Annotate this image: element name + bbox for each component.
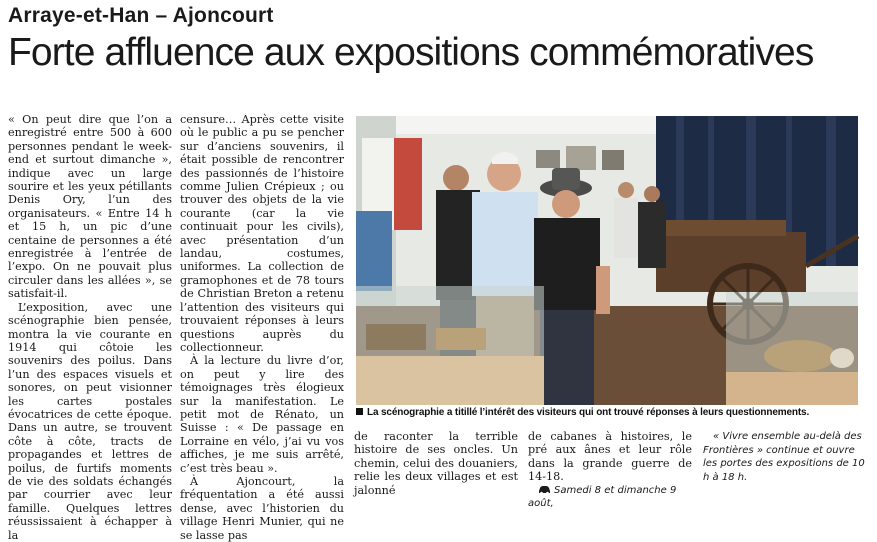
article-column-3 [354,430,518,497]
article-column-1 [8,113,172,542]
exhibition-scene-image [356,116,858,405]
article-column-5 [703,430,869,484]
paragraph: de raconter la terrible histoire de ses oncles. Un chemin, celui des douaniers, relie les deux villages et est jalonné [354,430,518,497]
paragraph: À la lecture du livre d’or, on peut y lire des témoignages très élogieux sur la manifestation. Le petit mot de Rénato, un Suisse : « De passage en Lorraine en vélo, j’ai vu vos affiches, je me suis arrêté, c’est très beau ». [180,354,344,475]
paragraph: L’exposition, avec une scénographie bien pensée, montra la vie courante en 1914 qui côtoie les souvenirs des poilus. Dans l’un des espaces visuels et sonores, on peut visionner les cartes postales évocatrices de cette époque. Dans un autre, se trouvent côte à côte, tracts de propagandes et lettres de poilus, de furtifs moments de vie des soldats échangés par courrier avec leur famille. Quelques lettres réussissaient à échapper à la [8,300,172,542]
caption-text: La scénographie a titillé l’intérêt des visiteurs qui ont trouvé réponses à leurs questionnements. [367,407,810,418]
paragraph: censure… Après cette visite où le public a pu se pencher sur d’anciens souvenirs, il était possible de rencontrer des passionnés de l’histoire comme Julien Crépieux ; ou trouver des objets de la vie courante (car la vie continuait pour les civils), avec présentation d’un landau, costumes, uniformes. La collection de gramophones et de 78 tours de Christian Breton a retenu l’attention des visiteurs qui trouvaient réponses à leurs questions auprès du collectionneur. [180,113,344,354]
event-dates: Samedi 8 et dimanche 9 août, [528,484,677,509]
paragraph: À Ajoncourt, la fréquentation a été aussi dense, avec l’historien du village Henri Munier, qui ne se lasse pas [180,474,344,542]
square-bullet-icon [356,408,363,415]
event-info [528,484,692,510]
article-column-2 [180,113,344,542]
photo-caption [356,406,871,419]
article-column-4 [528,430,692,510]
paragraph: « On peut dire que l’on a enregistré entre 500 à 600 personnes pendant le week-end et surtout dimanche », indique avec un large sourire et les yeux pétillants Denis Ory, l’un des organisateurs. « Entre 14 h et 15 h, un pic d’une centaine de personnes a été enregistrée à l’entrée de l’expo. On ne pouvait plus circuler dans les allées », se satisfait-il. [8,113,172,301]
event-details: « Vivre ensemble au-delà des Frontières » continue et ouvre les portes des expositions de 10 h à 18 h. [703,431,865,483]
article-kicker: Arraye-et-Han – Ajoncourt [8,4,274,27]
article-headline: Forte affluence aux expositions commémoratives [8,31,814,74]
car-icon [538,485,551,494]
paragraph: de cabanes à histoires, le pré aux ânes et leur rôle dans la grande guerre de 14-18. [528,430,692,484]
article-photo [356,116,858,405]
